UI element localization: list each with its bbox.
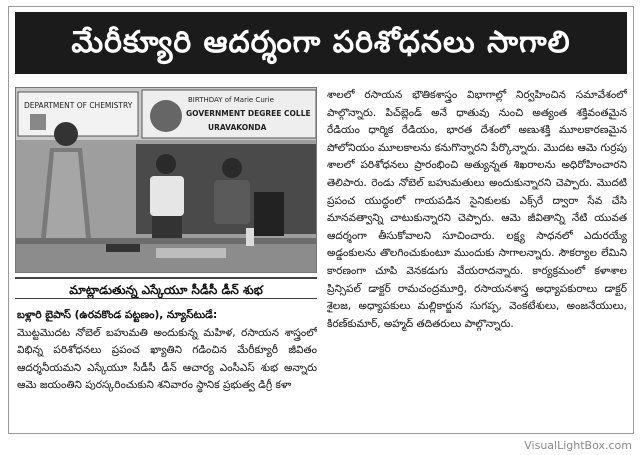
dateline: బళ్లారి బైపాస్ (ఉరవకొండ పట్టణం), న్యూస్‌టుడే: <box>17 309 218 321</box>
news-photo <box>15 87 317 273</box>
article-body-left: మొట్టమొదట నోబెల్ బహుమతి అందుకున్న మహిళ, రసాయన శాస్త్రంలో విభిన్న పరిశోధనలు ప్రపంచ ఖ్యాతిని గడించిన మేరీక్యూరీ జీవితం ఆదర్శనీయమని ఎస్కేయూ సీడీసీ డీన్ ఆచార్య ఎంసీఎస్ శుభ అన్నారు ఆమె జయంతిని పురస్కరించుకుని శనివారం స్థానిక ప్రభుత్వ డిగ్రీ కళా <box>17 326 317 392</box>
news-clipping <box>8 6 634 434</box>
banner-right-line-1: BIRTHDAY of Marie Curie <box>188 96 274 104</box>
banner-left-text: DEPARTMENT OF CHEMISTRY <box>24 101 133 110</box>
article-column-left <box>17 307 317 431</box>
photo-illustration <box>16 88 317 273</box>
article-body-right: శాలలో రసాయన భౌతికశాస్త్రం విభాగాల్లో నిర్వహించిన సమావేశంలో పాల్గొన్నారు. పిచ్‌బ్లెండ్ అనే ధాతువు నుంచి అత్యంత శక్తివంతమైన రేడియం ధార్మిక రేడియం, భారత దేశంలో అణుశక్తి మూలకారణమైన పోలోనియం మూలకాలను కనుగొన్నారని పేర్కొన్నారు. మొదట ఆమె గుర్రపు శాలలో పరిశోధనలు ప్రారంభించి అత్యున్నత శిఖరాలను అధిరోహించారని తెలిపారు. రెండు నోబెల్ బహుమతులు అందుకున్నారని చెప్పారు. మొదటి ప్రపంచ యుద్ధంలో గాయపడిన సైనికులకు ఎక్స్‌రే ద్వారా సేవ చేసి మానవత్వాన్ని చాటుకున్నారని చెప్పారు. ఆమె జీవితాన్ని నేటి యువత ఆదర్శంగా తీసుకోవాలని సూచించారు. లక్ష్య సాధనలో ఎదురయ్యే అడ్డంకులను తొలగించుకుంటూ ముందుకు సాగాలన్నారు. సౌకర్యాల లేమిని కారణంగా చూపి వెనకడుగు వేయరాదన్నారు. కార్యక్రమంలో కళాశాల ప్రిన్సిపల్ డాక్టర్ రామచంద్రమూర్తి, రసాయనశాస్త్ర అధ్యాపకురాలు డాక్టర్ శైలజ, అధ్యాపకులు మల్లికార్జున సుగప్ప, వెంకటేశులు, అంజనేయులు, కిరణ్‌కుమార్, అహ్మద్ తదితరులు పాల్గొన్నారు. <box>327 89 627 330</box>
headline: మేరీక్యూరి ఆదర్శంగా పరిశోధనలు సాగాలి <box>15 12 627 74</box>
watermark: VisualLightBox.com <box>524 439 632 452</box>
banner-right-line-3: URAVAKONDA <box>208 123 267 132</box>
photo-caption: మాట్లాడుతున్న ఎస్కేయూ సీడీసీ డీన్ శుభ <box>15 277 317 299</box>
article-column-right <box>327 87 627 431</box>
banner-right-line-2: GOVERNMENT DEGREE COLLE <box>186 109 311 118</box>
